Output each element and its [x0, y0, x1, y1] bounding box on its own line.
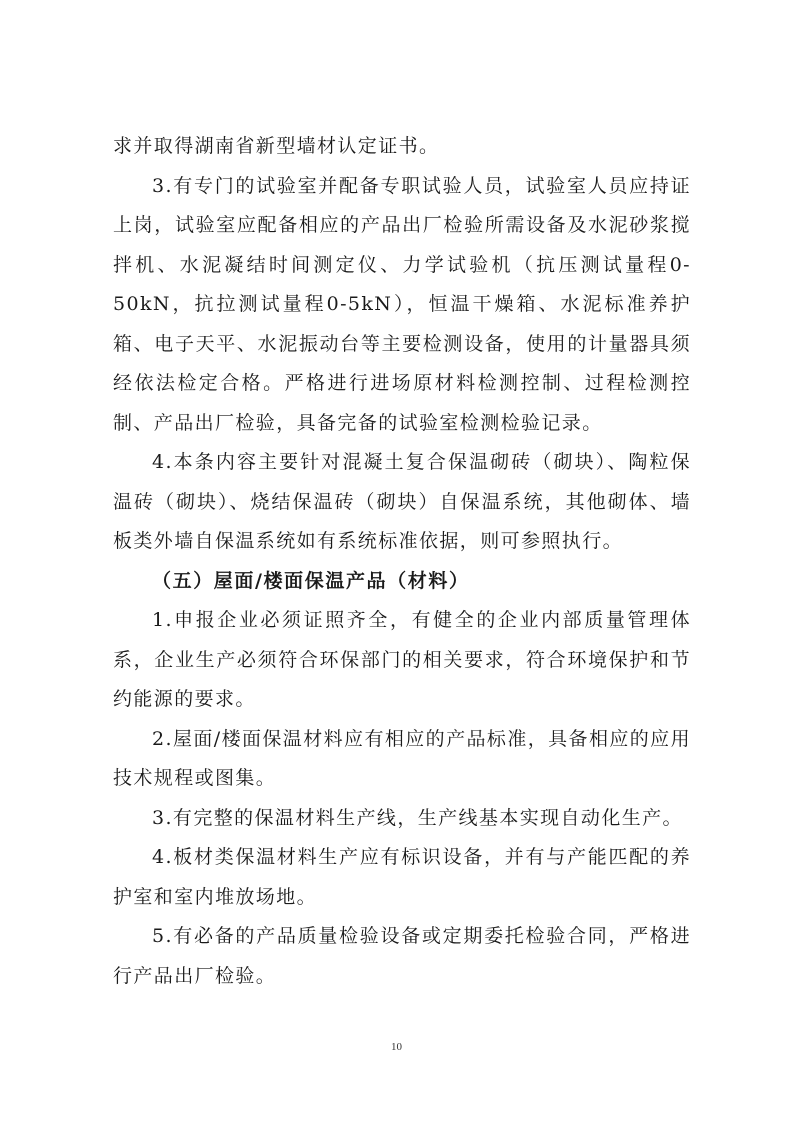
- section-heading: （五）屋面/楼面保温产品（材料）: [152, 569, 470, 592]
- paragraph-section-item-2: 2.屋面/楼面保温材料应有相应的产品标准，具备相应的应用技术规程或图集。: [113, 727, 691, 789]
- paragraph-section-item-3: 3.有完整的保温材料生产线，生产线基本实现自动化生产。: [152, 806, 683, 829]
- paragraph-section-item-1: 1.申报企业必须证照齐全，有健全的企业内部质量管理体系，企业生产必须符合环保部门的相关要求，符合环境保护和节约能源的要求。: [113, 609, 691, 710]
- paragraph-item-3-lab-requirements: 3.有专门的试验室并配备专职试验人员，试验室人员应持证上岗，试验室应配备相应的产品出厂检验所需设备及水泥砂浆搅拌机、水泥凝结时间测定仪、力学试验机（抗压测试量程0-50kN，抗拉测试量程0-5kN），恒温干燥箱、水泥标准养护箱、电子天平、水泥振动台等主要检测设备，使用的计量器具须经依法检定合格。严格进行进场原材料检测控制、过程检测控制、产品出厂检验，具备完备的试验室检测检验记录。: [113, 174, 691, 434]
- paragraph-section-item-5: 5.有必备的产品质量检验设备或定期委托检验合同，严格进行产品出厂检验。: [113, 925, 691, 987]
- paragraph-item-4-scope: 4.本条内容主要针对混凝土复合保温砌砖（砌块）、陶粒保温砖（砌块）、烧结保温砖（砌块）自保温系统，其他砌体、墙板类外墙自保温系统如有系统标准依据，则可参照执行。: [113, 451, 691, 552]
- paragraph-section-item-4: 4.板材类保温材料生产应有标识设备，并有与产能匹配的养护室和室内堆放场地。: [113, 846, 691, 908]
- page-number: 10: [391, 1041, 402, 1053]
- document-body: [113, 127, 691, 996]
- paragraph-continuation: 求并取得湖南省新型墙材认定证书。: [113, 135, 440, 157]
